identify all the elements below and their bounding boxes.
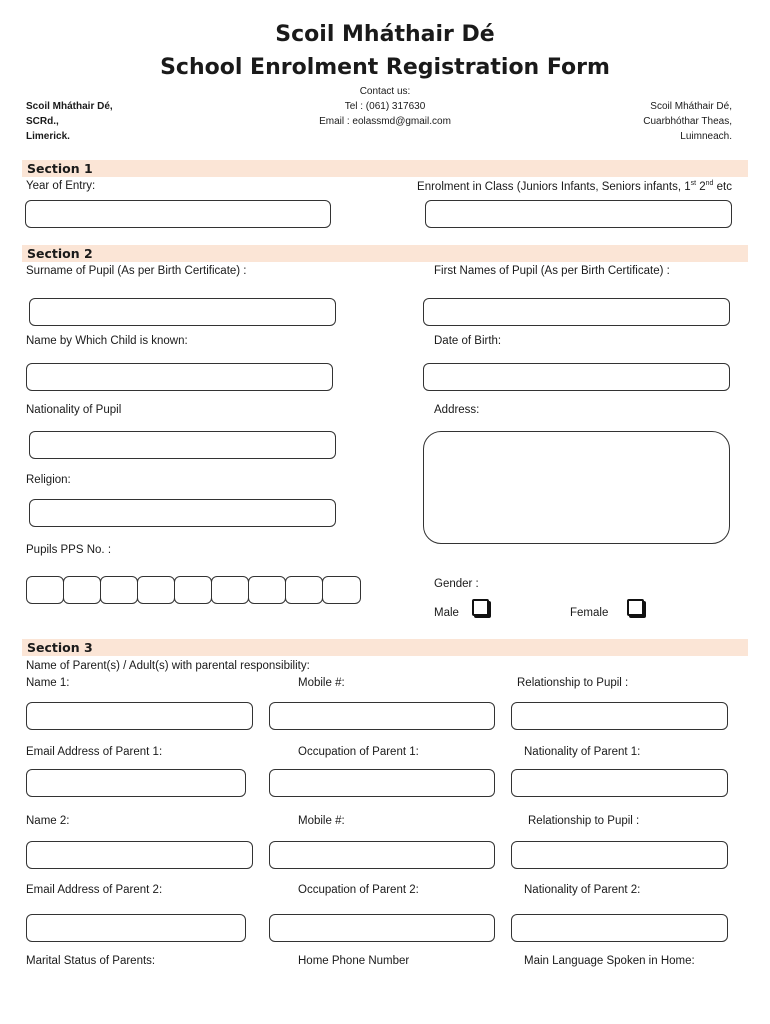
first-names-input[interactable] xyxy=(423,298,730,326)
class-label xyxy=(417,180,732,193)
mobile2-input[interactable] xyxy=(269,841,495,869)
left-address xyxy=(26,99,113,144)
left-address-line: SCRd., xyxy=(26,116,59,127)
right-address xyxy=(643,99,732,144)
dob-label: Date of Birth: xyxy=(434,335,502,347)
right-address-line: Luimneach. xyxy=(680,131,732,142)
class-label-sup2: nd xyxy=(705,180,714,187)
known-as-input[interactable] xyxy=(26,363,333,391)
parents-intro: Name of Parent(s) / Adult(s) with parental responsibility: xyxy=(26,660,310,672)
relationship2-input[interactable] xyxy=(511,841,728,869)
left-address-line: Scoil Mháthair Dé, xyxy=(26,101,113,112)
relationship1-input[interactable] xyxy=(511,702,728,730)
section-1-band xyxy=(22,160,748,177)
male-checkbox[interactable] xyxy=(472,599,489,616)
marital-status-label: Marital Status of Parents: xyxy=(26,955,156,967)
pps-digit-box[interactable] xyxy=(285,576,323,604)
section-2-band xyxy=(22,245,748,262)
section-3-heading: Section 3 xyxy=(27,640,93,655)
mobile2-label: Mobile #: xyxy=(298,815,345,827)
mobile1-input[interactable] xyxy=(269,702,495,730)
name1-input[interactable] xyxy=(26,702,253,730)
pps-label: Pupils PPS No. : xyxy=(26,544,112,556)
language-label: Main Language Spoken in Home: xyxy=(524,955,695,967)
occupation2-input[interactable] xyxy=(269,914,495,942)
pps-digit-box[interactable] xyxy=(248,576,286,604)
relationship1-label: Relationship to Pupil : xyxy=(517,677,629,689)
contact-label: Contact us: xyxy=(359,86,411,97)
year-of-entry-label: Year of Entry: xyxy=(26,180,96,192)
female-label: Female xyxy=(570,607,609,619)
year-of-entry-input[interactable] xyxy=(25,200,331,228)
gender-label: Gender : xyxy=(434,578,479,590)
address-input[interactable] xyxy=(423,431,730,544)
contact-email: Email : eolassmd@gmail.com xyxy=(319,116,451,127)
home-phone-label: Home Phone Number xyxy=(298,955,410,967)
name2-input[interactable] xyxy=(26,841,253,869)
email1-label: Email Address of Parent 1: xyxy=(26,746,163,758)
nationality2-input[interactable] xyxy=(511,914,728,942)
form-title: School Enrolment Registration Form xyxy=(160,55,610,80)
nationality1-input[interactable] xyxy=(511,769,728,797)
right-address-line: Cuarbhóthar Theas, xyxy=(643,116,732,127)
male-label: Male xyxy=(434,607,459,619)
enrolment-class-input[interactable] xyxy=(425,200,732,228)
mobile1-label: Mobile #: xyxy=(298,677,345,689)
pps-digit-box[interactable] xyxy=(211,576,249,604)
occupation1-input[interactable] xyxy=(269,769,495,797)
name2-label: Name 2: xyxy=(26,815,70,827)
class-label-prefix: Enrolment in Class (Juniors Infants, Seniors infants, 1 xyxy=(417,180,691,193)
occupation2-label: Occupation of Parent 2: xyxy=(298,884,419,896)
surname-input[interactable] xyxy=(29,298,336,326)
section-1-heading: Section 1 xyxy=(27,161,93,176)
class-label-sup1: st xyxy=(690,180,697,187)
nationality2-label: Nationality of Parent 2: xyxy=(524,884,641,896)
section-3-band xyxy=(22,639,748,656)
nationality1-label: Nationality of Parent 1: xyxy=(524,746,641,758)
left-address-line: Limerick. xyxy=(26,131,70,142)
pps-digit-box[interactable] xyxy=(100,576,138,604)
class-label-mid: 2 xyxy=(696,180,706,193)
pps-digit-box[interactable] xyxy=(137,576,175,604)
pps-boxes xyxy=(26,576,362,604)
email2-label: Email Address of Parent 2: xyxy=(26,884,163,896)
contact-tel: Tel : (061) 317630 xyxy=(344,101,426,112)
email2-input[interactable] xyxy=(26,914,246,942)
section-2-heading: Section 2 xyxy=(27,246,93,261)
female-checkbox[interactable] xyxy=(627,599,644,616)
class-label-suffix: etc xyxy=(713,180,732,193)
religion-input[interactable] xyxy=(29,499,336,527)
school-name: Scoil Mháthair Dé xyxy=(275,22,495,47)
nationality-input[interactable] xyxy=(29,431,336,459)
pps-digit-box[interactable] xyxy=(63,576,101,604)
pps-digit-box[interactable] xyxy=(174,576,212,604)
pps-digit-box[interactable] xyxy=(26,576,64,604)
known-as-label: Name by Which Child is known: xyxy=(26,335,188,347)
pps-digit-box[interactable] xyxy=(322,576,361,604)
surname-label: Surname of Pupil (As per Birth Certificate) : xyxy=(26,265,247,277)
relationship2-label: Relationship to Pupil : xyxy=(528,815,640,827)
nationality-label: Nationality of Pupil xyxy=(26,404,122,416)
religion-label: Religion: xyxy=(26,474,71,486)
first-names-label: First Names of Pupil (As per Birth Certificate) : xyxy=(434,265,670,277)
right-address-line: Scoil Mháthair Dé, xyxy=(650,101,732,112)
email1-input[interactable] xyxy=(26,769,246,797)
name1-label: Name 1: xyxy=(26,677,70,689)
dob-input[interactable] xyxy=(423,363,730,391)
occupation1-label: Occupation of Parent 1: xyxy=(298,746,419,758)
address-label: Address: xyxy=(434,404,480,416)
